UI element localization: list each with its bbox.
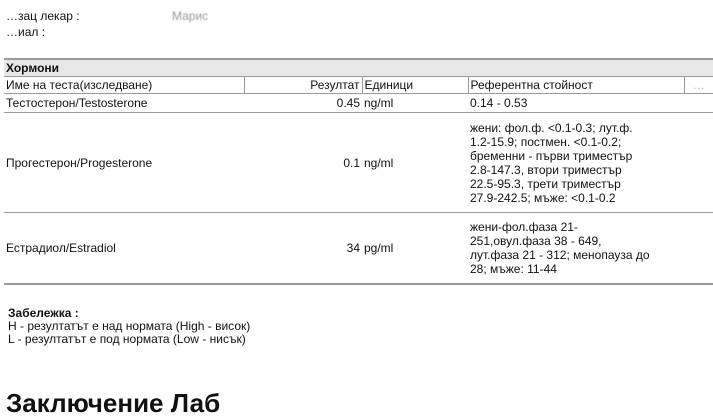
referring-doctor-label: …зац лекар : <box>6 9 80 23</box>
reference-line: лут.фаза 21 - 312; менопауза до <box>470 247 650 262</box>
result-value: 0.1 <box>244 113 362 213</box>
table-header-row <box>4 77 713 94</box>
section-title: Хормони <box>4 60 713 76</box>
note-line-high: H - резултатът е над нормата (High - висок) <box>8 319 251 333</box>
result-units: ng/ml <box>362 94 468 113</box>
reference-line: 0.14 - 0.53 <box>470 96 528 110</box>
table-row <box>4 213 713 284</box>
reference-line: жени: фол.ф. <0.1-0.3; лут.ф. <box>470 120 633 135</box>
reference-range <box>468 213 713 284</box>
note-title: Забележка : <box>8 306 79 320</box>
test-name: Прогестерон/Progesterone <box>4 113 244 213</box>
referring-doctor-value: Марис <box>172 9 209 23</box>
reference-line: 27.9-242.5; мъже: <0.1-0.2 <box>470 190 616 205</box>
test-name: Тестостерон/Testosterone <box>4 94 244 113</box>
test-name: Естрадиол/Estradiol <box>4 213 244 284</box>
reference-line: 1.2-15.9; постмен. <0.1-0.2; <box>470 134 622 149</box>
result-value: 0.45 <box>244 94 362 113</box>
conclusion-heading: Заключение Лаб <box>6 388 221 418</box>
note-block <box>8 307 250 346</box>
reference-line: бременни - първи триместър <box>470 148 633 163</box>
reference-line: 28; мъже: 11-44 <box>470 261 557 276</box>
column-header-reference: Референтна стойност <box>468 77 684 94</box>
referring-doctor-line <box>6 9 209 23</box>
reference-line: 22.5-95.3, трети триместър <box>470 176 621 191</box>
reference-range <box>468 113 713 213</box>
branch-label: …иал : <box>6 25 46 39</box>
reference-line: жени-фол.фаза 21- <box>470 219 578 234</box>
results-table <box>4 76 713 285</box>
table-row <box>4 94 713 113</box>
reference-line: 2.8-147.3, втори триместър <box>470 162 622 177</box>
table-row <box>4 113 713 213</box>
note-line-low: L - резултатът е под нормата (Low - нисък) <box>8 332 246 346</box>
column-header-extra: … <box>684 77 713 94</box>
column-header-test: Име на теста(изследване) <box>4 77 244 94</box>
reference-range <box>468 94 713 113</box>
column-header-units: Единици <box>362 77 468 94</box>
result-value: 34 <box>244 213 362 284</box>
hormones-section <box>4 58 713 285</box>
column-header-result: Резултат <box>244 77 362 94</box>
reference-line: 251,овул.фаза 38 - 649, <box>470 233 602 248</box>
result-units: ng/ml <box>362 113 468 213</box>
result-units: pg/ml <box>362 213 468 284</box>
branch-line <box>6 25 45 39</box>
